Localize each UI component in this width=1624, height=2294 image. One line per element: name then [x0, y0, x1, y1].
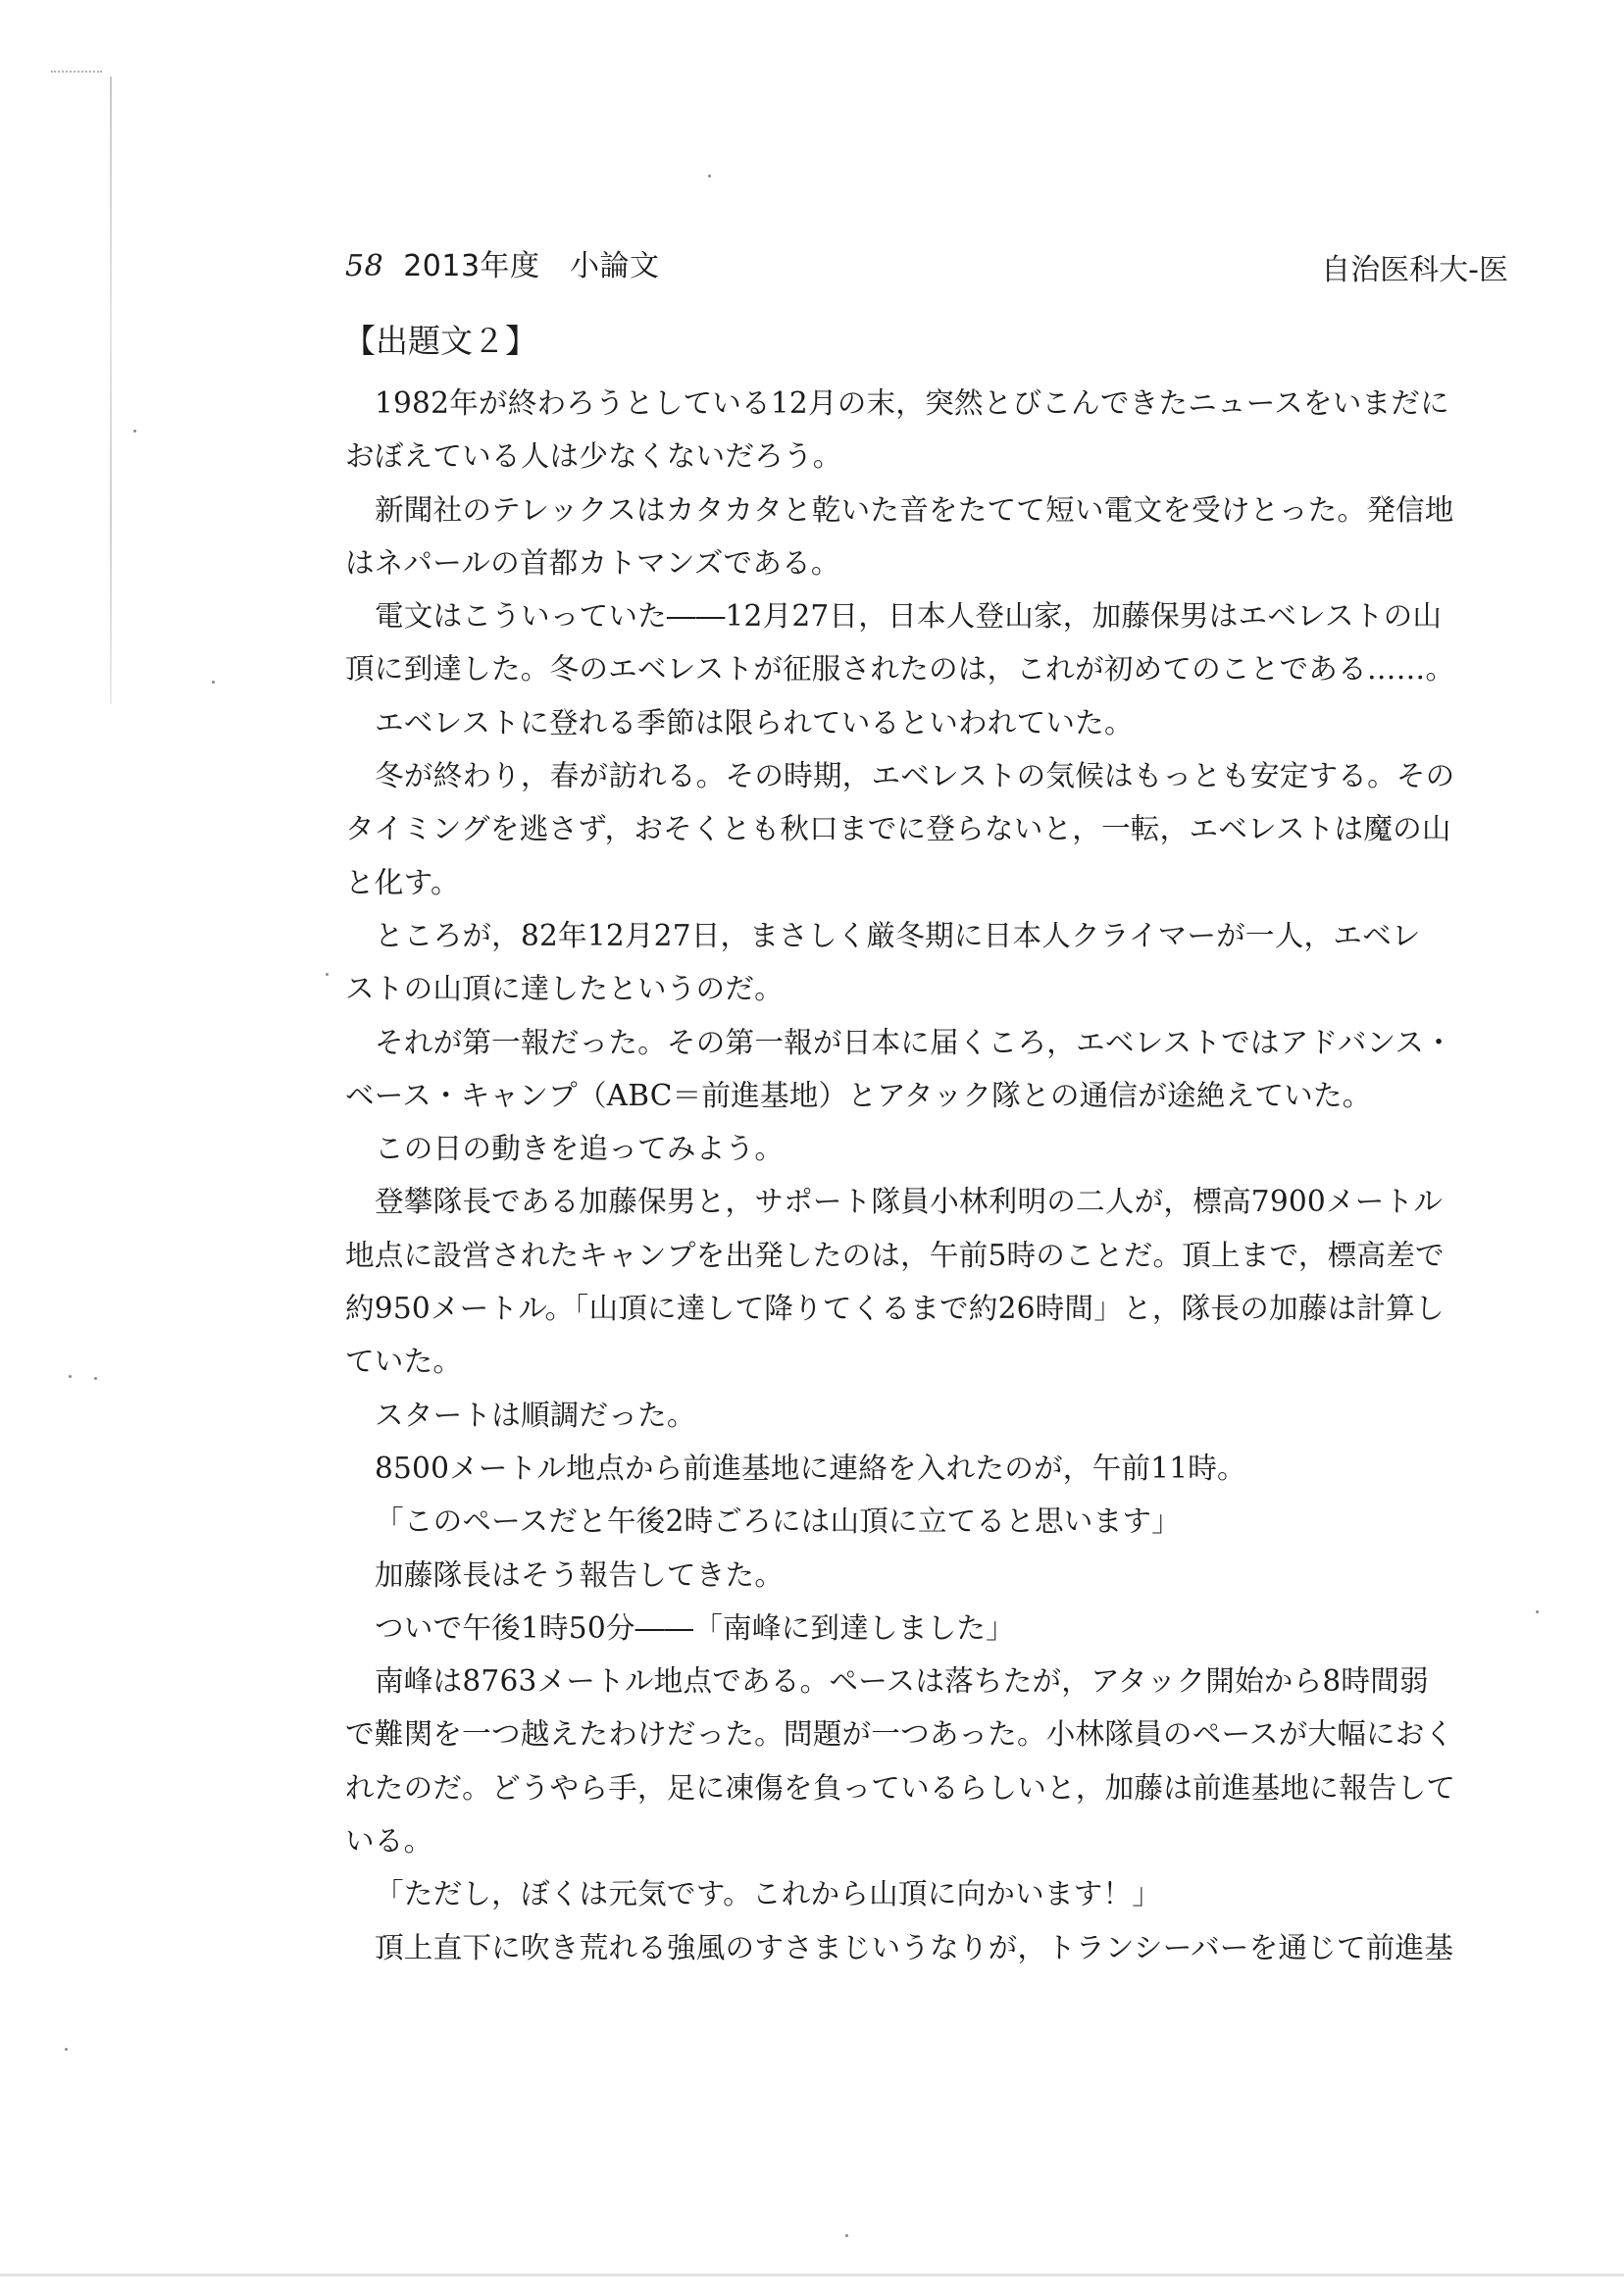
section-heading: 【出題文２】	[343, 322, 537, 360]
passage-line: おぼえている人は少なくないだろう。	[345, 439, 842, 474]
passage-line: れたのだ。どうやら手，足に凍傷を負っているらしいと，加藤は前進基地に報告して	[345, 1770, 1456, 1805]
passage-line: で難関を一つ越えたわけだった。問題が一つあった。小林隊員のペースが大幅におく	[345, 1717, 1454, 1752]
scan-speck	[94, 1377, 97, 1380]
scan-speck	[65, 2048, 68, 2051]
passage-line: それが第一報だった。その第一報が日本に届くころ，エベレストではアドバンス・	[375, 1025, 1453, 1059]
scan-binding-line	[110, 76, 112, 704]
page-number: 58	[345, 249, 384, 283]
passage-line: タイミングを逃さず，おそくとも秋口までに登らないと，一転，エベレストは魔の山	[345, 812, 1451, 846]
scan-speck	[845, 2234, 848, 2237]
passage-line: 加藤隊長はそう報告してきた。	[375, 1557, 785, 1592]
passage-line: ていた。	[345, 1345, 463, 1379]
passage-line: と化す。	[345, 865, 460, 899]
passage-line: この日の動きを追ってみよう。	[375, 1132, 785, 1166]
scan-corner-mark	[51, 71, 102, 74]
passage-line: 地点に設営されたキャンプを出発したのは，午前5時のことだ。頂上まで，標高差で	[345, 1238, 1445, 1272]
passage-line: 約950メートル。「山頂に達して降りてくるまで約26時間」と，隊長の加藤は計算し	[345, 1292, 1445, 1326]
passage-line: 頂に到達した。冬のエベレストが征服されたのは，これが初めてのことである……。	[345, 652, 1455, 687]
header-left	[345, 241, 660, 284]
passage-line: ストの山頂に達したというのだ。	[345, 972, 784, 1006]
passage-line: 南峰は8763メートル地点である。ペースは落ちたが，アタック開始から8時間弱	[375, 1664, 1429, 1699]
passage-line: 「このペースだと午後2時ごろには山頂に立てると思います」	[375, 1504, 1181, 1539]
passage-line: エベレストに登れる季節は限られているといわれていた。	[375, 705, 1134, 739]
scan-bottom-edge	[0, 2273, 1624, 2276]
scan-speck	[1536, 1610, 1539, 1613]
passage-line: 8500メートル地点から前進基地に連絡を入れたのが，午前11時。	[375, 1451, 1246, 1485]
header-university: 自治医科大-医	[1321, 253, 1508, 287]
scan-speck	[212, 681, 215, 684]
header-exam-title: 2013年度 小論文	[403, 249, 660, 283]
passage-line: 新聞社のテレックスはカタカタと乾いた音をたてて短い電文を受けとった。発信地	[375, 492, 1454, 527]
page-header	[345, 241, 1508, 290]
passage-line: スタートは順調だった。	[375, 1398, 696, 1432]
passage-line: 冬が終わり，春が訪れる。その時期，エベレストの気候はもっとも安定する。その	[375, 759, 1455, 793]
scan-speck	[708, 175, 711, 178]
passage-line: 1982年が終わろうとしている12月の末，突然とびこんできたニュースをいまだに	[375, 386, 1449, 420]
passage-line: いる。	[345, 1824, 433, 1859]
passage-line: ベース・キャンプ（ABC＝前進基地）とアタック隊との通信が途絶えていた。	[345, 1078, 1372, 1112]
passage-line: 「ただし，ぼくは元気です。これから山頂に向かいます！」	[375, 1877, 1162, 1912]
scan-speck	[326, 973, 329, 976]
passage-line: はネパールの首都カトマンズである。	[345, 545, 840, 580]
scan-speck	[69, 1375, 72, 1378]
scan-speck	[133, 430, 136, 433]
passage-body	[345, 377, 1502, 1974]
passage-line: 電文はこういっていた――12月27日，日本人登山家，加藤保男はエベレストの山	[375, 599, 1443, 634]
passage-line: 頂上直下に吹き荒れる強風のすさまじいうなりが，トランシーバーを通じて前進基	[375, 1930, 1454, 1964]
passage-line: ついで午後1時50分――「南峰に到達しました」	[375, 1610, 1015, 1645]
passage-line: ところが，82年12月27日，まさしく厳冬期に日本人クライマーが一人，エベレ	[375, 918, 1421, 952]
passage-line: 登攀隊長である加藤保男と，サポート隊員小林利明の二人が，標高7900メートル	[375, 1185, 1444, 1219]
